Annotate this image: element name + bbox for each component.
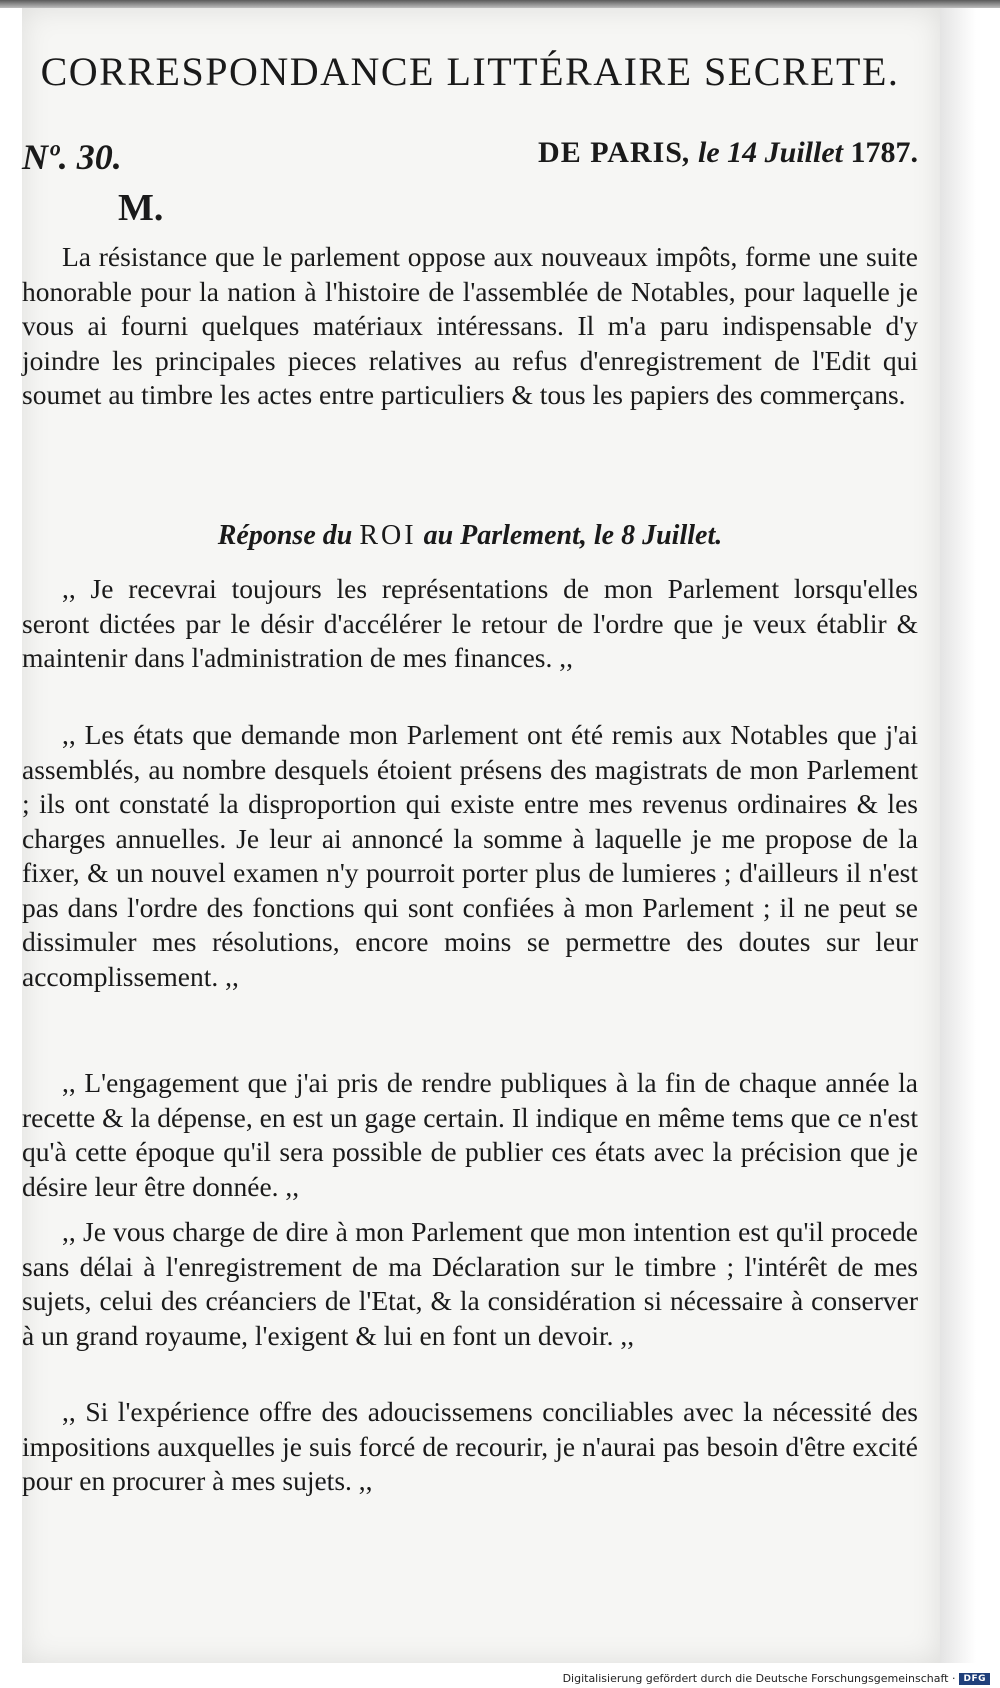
- dateline: [538, 136, 918, 170]
- issue-line: [22, 136, 918, 182]
- heading-pre: Réponse du: [217, 520, 353, 551]
- page-edge: [940, 8, 1000, 1663]
- paragraph: ,, Je recevrai toujours les représentations de mon Parlement lorsqu'elles seront dictées par le désir d'accélérer le retour de l'ordre que je veux établir & maintenir dans l'administration de mes finances. ,,: [22, 573, 918, 673]
- issue-number: Nº. 30.: [22, 137, 122, 177]
- dateline-month: Juillet: [764, 136, 843, 169]
- dateline-year: 1787.: [850, 136, 918, 169]
- heading-month: Juillet.: [642, 520, 723, 551]
- intro-paragraph: La résistance que le parlement oppose aux nouveaux impôts, forme une suite honorable pour la nation à l'histoire de l'assemblée de Notables, pour laquelle je vous ai fourni quelques matériaux intéressans. Il m'a paru indispensable d'y joindre les principales pieces relatives au refus d'enregistrement de l'Edit qui soumet au timbre les actes entre particuliers & tous les papiers des commerçans.: [22, 241, 918, 410]
- paragraph: ,, Je vous charge de dire à mon Parlement que mon intention est qu'il procede sans délai à l'enregistrement de ma Déclaration sur le timbre ; l'intérêt de mes sujets, celui des créanciers de l'Etat, & la considération si nécessaire à conserver à un grand royaume, l'exigent & lui en font un devoir. ,,: [22, 1216, 918, 1351]
- top-border: [0, 0, 1000, 8]
- masthead-title: CORRESPONDANCE LITTÉRAIRE SECRETE.: [40, 49, 900, 94]
- salutation: M.: [118, 187, 164, 229]
- dateline-place: DE PARIS: [538, 136, 683, 169]
- footer-text: Digitalisierung gefördert durch die Deutsche Forschungsgemeinschaft ·: [562, 1672, 956, 1685]
- heading-post: au Parlement, le 8: [423, 520, 636, 551]
- paragraph: ,, Si l'expérience offre des adoucissemens conciliables avec la nécessité des impositions auxquelles je suis forcé de recourir, je n'aurai pas besoin d'être excité pour en procurer à mes sujets. ,,: [22, 1396, 918, 1496]
- dfg-logo: DFG: [959, 1673, 990, 1685]
- dateline-day: , le 14: [683, 136, 758, 169]
- footer-credit: [563, 1672, 990, 1685]
- paragraph: ,, Les états que demande mon Parlement ont été remis aux Notables que j'ai assemblés, au nombre desquels étoient présens des magistrats de mon Parlement ; ils ont constaté la disproportion qui existe entre mes revenus ordinaires & les charges annuelles. Je leur ai annoncé la somme à laquelle je me propose de la fixer, & un nouvel examen n'y pourroit porter plus de lumieres ; d'ailleurs il n'est pas dans l'ordre des fonctions qui sont confiées à mon Parlement ; il ne peut se dissimuler mes résolutions, encore moins se permettre des doutes sur leur accomplissement. ,,: [22, 719, 918, 992]
- paragraph: ,, L'engagement que j'ai pris de rendre publiques à la fin de chaque année la recette & la dépense, en est un gage certain. Il indique en même tems que ce n'est qu'à cette époque qu'il sera possible de publier ces états avec la précision que je désire leur être donnée. ,,: [22, 1067, 918, 1202]
- section-heading: [22, 520, 918, 552]
- heading-roi: ROI: [359, 520, 417, 551]
